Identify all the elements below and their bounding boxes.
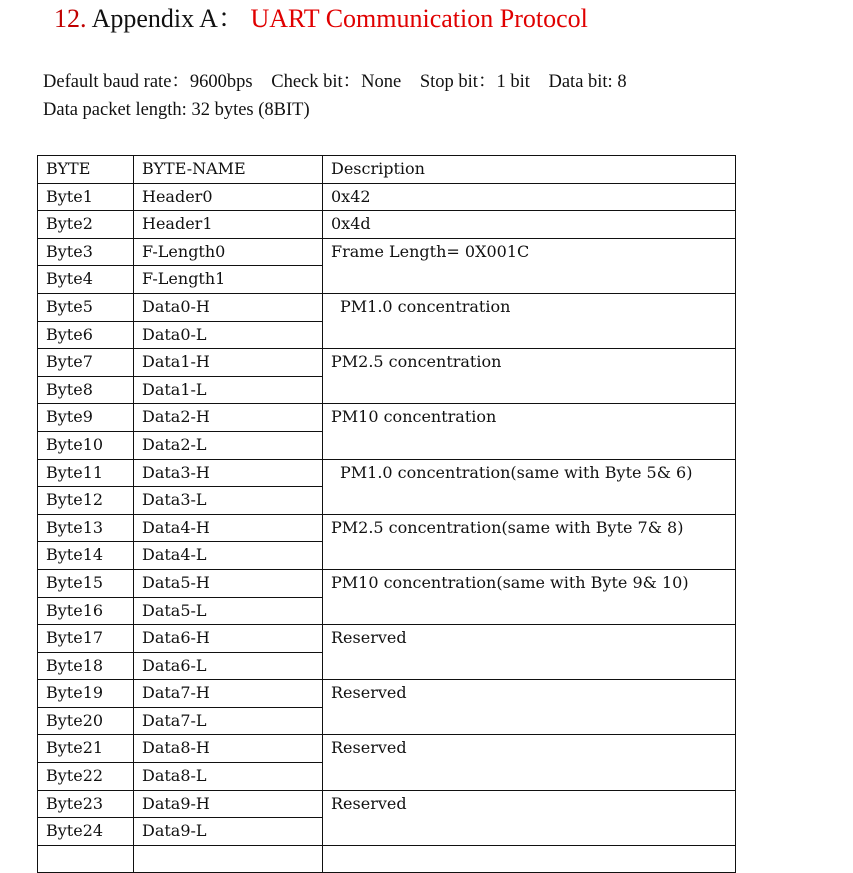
description-cell: PM1.0 concentration	[323, 293, 736, 348]
description-cell: PM2.5 concentration(same with Byte 7& 8)	[323, 514, 736, 569]
description-cell: Frame Length= 0X001C	[323, 238, 736, 293]
byte-name-cell	[134, 845, 323, 873]
description-cell: Reserved	[323, 625, 736, 680]
description-cell	[323, 845, 736, 873]
byte-cell: Byte12	[38, 487, 134, 515]
table-row	[38, 404, 736, 432]
protocol-table	[37, 155, 736, 873]
table-row	[38, 211, 736, 239]
table-row	[38, 293, 736, 321]
byte-cell: Byte9	[38, 404, 134, 432]
byte-cell: Byte22	[38, 763, 134, 791]
description-cell: Reserved	[323, 735, 736, 790]
byte-name-cell: Data4-H	[134, 514, 323, 542]
table-row	[38, 349, 736, 377]
description-cell: Reserved	[323, 680, 736, 735]
table-row	[38, 625, 736, 653]
byte-name-cell: Data0-L	[134, 321, 323, 349]
byte-name-cell: Data3-H	[134, 459, 323, 487]
byte-cell: Byte19	[38, 680, 134, 708]
byte-name-cell: Data9-L	[134, 818, 323, 846]
stop-bit-text: Stop bit：1 bit	[419, 72, 530, 92]
byte-name-cell: Data2-H	[134, 404, 323, 432]
byte-name-cell: Data1-L	[134, 376, 323, 404]
byte-cell: Byte4	[38, 266, 134, 294]
byte-cell: Byte16	[38, 597, 134, 625]
description-cell: PM10 concentration	[323, 404, 736, 459]
byte-name-cell: Data5-H	[134, 569, 323, 597]
table-row	[38, 183, 736, 211]
byte-name-cell: Data0-H	[134, 293, 323, 321]
byte-cell: Byte23	[38, 790, 134, 818]
byte-cell: Byte15	[38, 569, 134, 597]
baud-rate-text: Default baud rate：9600bps	[43, 72, 253, 92]
byte-name-cell: Data5-L	[134, 597, 323, 625]
section-title: UART Communication Protocol	[250, 4, 588, 33]
byte-name-cell: F-Length1	[134, 266, 323, 294]
byte-cell	[38, 845, 134, 873]
table-row	[38, 680, 736, 708]
section-prefix: Appendix A：	[91, 4, 244, 33]
byte-name-cell: Data8-H	[134, 735, 323, 763]
byte-name-cell: Data2-L	[134, 431, 323, 459]
table-row	[38, 569, 736, 597]
section-number: 12.	[54, 4, 87, 33]
packet-length-line	[43, 98, 310, 122]
byte-cell: Byte14	[38, 542, 134, 570]
byte-cell: Byte24	[38, 818, 134, 846]
data-bit-text: Data bit: 8	[548, 72, 627, 92]
byte-cell: Byte13	[38, 514, 134, 542]
description-cell: PM10 concentration(same with Byte 9& 10)	[323, 569, 736, 624]
serial-settings-line	[43, 70, 627, 94]
byte-cell: Byte20	[38, 707, 134, 735]
byte-name-cell: Header1	[134, 211, 323, 239]
byte-cell: Byte7	[38, 349, 134, 377]
byte-cell: Byte6	[38, 321, 134, 349]
table-row	[38, 735, 736, 763]
table-row	[38, 514, 736, 542]
byte-name-cell: Data4-L	[134, 542, 323, 570]
byte-cell: Byte10	[38, 431, 134, 459]
header-description: Description	[323, 156, 736, 184]
byte-cell: Byte17	[38, 625, 134, 653]
byte-cell: Byte3	[38, 238, 134, 266]
description-cell: 0x4d	[323, 211, 736, 239]
byte-cell: Byte18	[38, 652, 134, 680]
byte-name-cell: Header0	[134, 183, 323, 211]
byte-name-cell: F-Length0	[134, 238, 323, 266]
header-byte: BYTE	[38, 156, 134, 184]
byte-name-cell: Data9-H	[134, 790, 323, 818]
packet-length-text: Data packet length: 32 bytes (8BIT)	[43, 100, 310, 120]
description-cell: 0x42	[323, 183, 736, 211]
byte-name-cell: Data3-L	[134, 487, 323, 515]
table-header-row	[38, 156, 736, 184]
byte-cell: Byte2	[38, 211, 134, 239]
table-row	[38, 459, 736, 487]
byte-name-cell: Data8-L	[134, 763, 323, 791]
byte-cell: Byte8	[38, 376, 134, 404]
byte-cell: Byte5	[38, 293, 134, 321]
section-heading	[54, 2, 588, 36]
description-cell: PM2.5 concentration	[323, 349, 736, 404]
table-row	[38, 238, 736, 266]
table-row	[38, 790, 736, 818]
byte-name-cell: Data1-H	[134, 349, 323, 377]
header-byte-name: BYTE-NAME	[134, 156, 323, 184]
byte-name-cell: Data7-H	[134, 680, 323, 708]
byte-cell: Byte11	[38, 459, 134, 487]
byte-name-cell: Data6-L	[134, 652, 323, 680]
byte-name-cell: Data7-L	[134, 707, 323, 735]
table-row	[38, 845, 736, 873]
byte-cell: Byte21	[38, 735, 134, 763]
description-cell: PM1.0 concentration(same with Byte 5& 6)	[323, 459, 736, 514]
description-cell: Reserved	[323, 790, 736, 845]
byte-name-cell: Data6-H	[134, 625, 323, 653]
check-bit-text: Check bit：None	[271, 72, 402, 92]
byte-cell: Byte1	[38, 183, 134, 211]
